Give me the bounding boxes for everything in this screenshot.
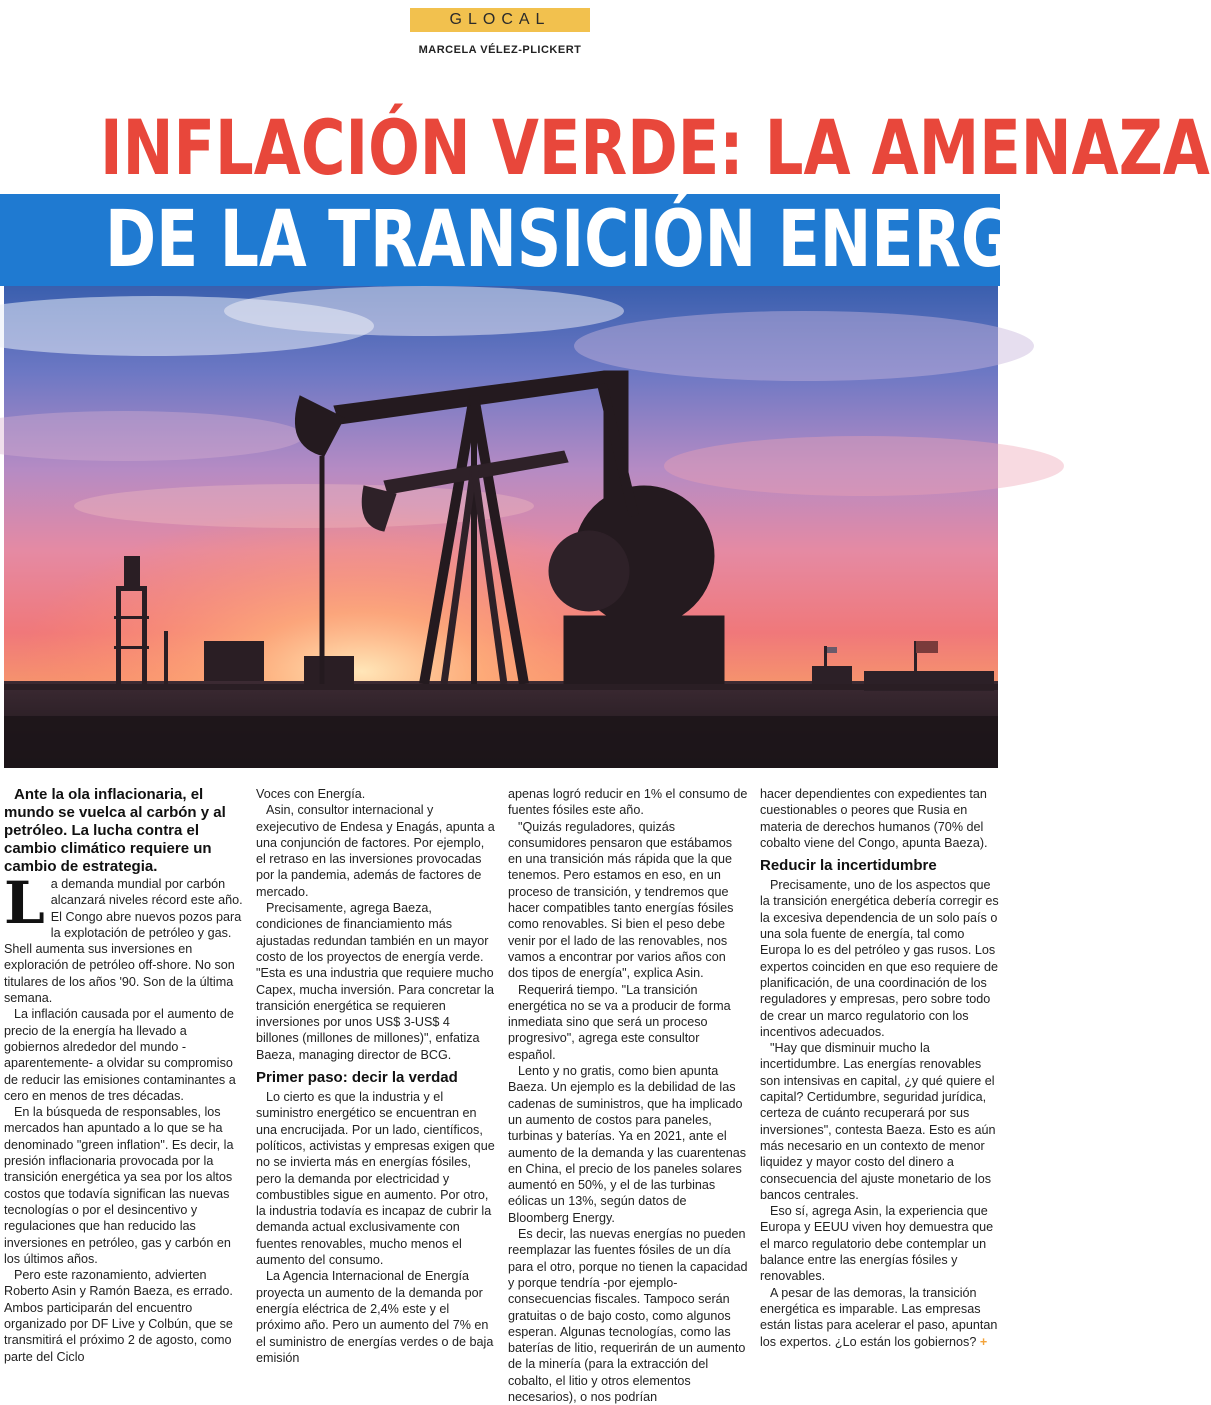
paragraph: "Hay que disminuir mucho la incertidumbre. Las energías renovables son intensivas en capital, ¿y qué quiere el capital? Certidumbre, seguridad jurídica, certeza de cuánto recuperará por sus inversiones", contesta Baeza. Esto es aún más necesario en un contexto de menor liquidez y mayor costo del dinero a consecuencia del ajuste monetario de los bancos centrales. <box>760 1041 996 1202</box>
paragraph: "Quizás reguladores, quizás consumidores pensaron que estábamos en una transición más rápida que la que tenemos. Pero estamos en eso, en un proceso de transición, y tendremos que hacer compatibles tanto energías fósiles como renovables. Si bien el peso debe venir por el lado de las renovables, nos vamos a encontrar por varios años con dos tipos de energía", explica Asin. <box>508 819 734 981</box>
oil-pumpjack-sunset-photo <box>4 286 998 768</box>
paragraph: Eso sí, agrega Asin, la experiencia que Europa y EEUU viven hoy demuestra que el marco regulatorio debe contemplar un balance entre las energías fósiles y renovables. <box>760 1204 994 1284</box>
article-column-1 <box>4 786 244 1365</box>
article-column-4 <box>760 786 1000 1350</box>
section-tag: GLOCAL <box>410 8 590 32</box>
paragraph: Requerirá tiempo. "La transición energética no se va a producir de forma inmediata sino que será un proceso progresivo", agrega este consultor español. <box>508 982 731 1062</box>
paragraph: Precisamente, uno de los aspectos que la transición energética debería corregir es la excesiva dependencia de un solo país o una sola fuente de energía, tal como Europa lo es del petróleo y gas rusos. Los expertos coinciden en que eso requiere de planificación, de una coordinación de los reguladores y empresas, pero sobre todo de crear un marco regulatorio con los incentivos adecuados. <box>760 878 999 1039</box>
paragraph: Lo cierto es que la industria y el suministro energético se encuentran en una encrucijada. Por un lado, científicos, políticos, activistas y empresas exigen que no se invierta más en energías fósiles, pero la demanda por electricidad y combustibles sigue en aumento. Por otro, la industria todavía es incapaz de cubrir la demanda actual exclusivamente con fuentes renovables, mucho menos el aumento del consumo. <box>256 1090 495 1268</box>
paragraph: hacer dependientes con expedientes tan cuestionables o peores que Rusia en materia de derechos humanos (70% del cobalto viene del Congo, apunta Baeza). <box>760 787 988 850</box>
headline-line-1: INFLACIÓN VERDE: LA AMENAZA <box>100 103 1210 192</box>
final-paragraph-text: A pesar de las demoras, la transición energética es imparable. Las empresas están listas para acelerar el paso, apuntan los expertos. ¿Lo están los gobiernos? <box>760 1285 998 1349</box>
paragraph: a demanda mundial por carbón alcanzará niveles récord este año. El Congo abre nuevos pozos para la explotación de petróleo y gas. Shell aumenta sus inversiones en exploración de petróleo off-shore. No son titulares de los años '90. Son de la última semana. <box>4 877 243 1006</box>
headline-line-2: DE LA TRANSICIÓN ENERGÉTICA <box>105 195 1211 285</box>
paragraph: En la búsqueda de responsables, los mercados han apuntado a lo que se ha denominado "green inflation". Es decir, la presión inflacionaria provocada por la transición energética ya sea por los altos costos que todavía significan las nuevas tecnologías o por el desincentivo y regulaciones que han reducido las inversiones en petróleo, gas y carbón en los últimos años. <box>4 1105 234 1266</box>
paragraph: Es decir, las nuevas energías no pueden reemplazar las fuentes fósiles de un día para el otro, porque no tienen la capacidad y porque tendría -por ejemplo- consecuencias fiscales. Tampoco serán gratuitas o de bajo costo, como algunos esperan. Algunas tecnologías, como las baterías de litio, requerirán de un aumento de la minería (para la extracción del cobalto, el litio y otros elementos necesarios), o nos podrían <box>508 1227 748 1404</box>
article-lede: Ante la ola inflacionaria, el mundo se vuelca al carbón y al petróleo. La lucha contra el cambio climático requiere un cambio de estrategia. <box>4 786 226 875</box>
subhead-primer-paso: Primer paso: decir la verdad <box>256 1069 458 1087</box>
paragraph: apenas logró reducir en 1% el consumo de fuentes fósiles este año. <box>508 787 748 818</box>
paragraph: Pero este razonamiento, advierten Roberto Asin y Ramón Baeza, es errado. Ambos participarán del encuentro organizado por DF Live y Colbún, que se transmitirá el próximo 2 de agosto, como parte del Ciclo <box>4 1268 233 1364</box>
end-mark-icon: + <box>979 1334 988 1349</box>
paragraph: La inflación causada por el aumento de precio de la energía ha llevado a gobiernos alrededor del mundo -aparentemente- a olvidar su compromiso de reducir las emisiones contaminantes a cero en menos de tres décadas. <box>4 1007 236 1103</box>
paragraph: Asin, consultor internacional y exejecutivo de Endesa y Enagás, apunta a una conjunción de factores. Por ejemplo, el retraso en las inversiones provocadas por la pandemia, además de factores de mercado. <box>256 803 495 899</box>
final-paragraph <box>760 1285 1000 1350</box>
dropcap-paragraph <box>4 869 244 1006</box>
article-column-2 <box>256 786 496 1366</box>
paragraph: La Agencia Internacional de Energía proyecta un aumento de la demanda por energía eléctrica de 2,4% este y el próximo año. Pero un aumento del 7% en el suministro de energías verdes o de baja emisión <box>256 1269 494 1365</box>
paragraph: Lento y no gratis, como bien apunta Baeza. Un ejemplo es la debilidad de las cadenas de suministros, que ha implicado un aumento de costos para paneles, turbinas y baterías. Ya en 2021, ante el aumento de la demanda y las cuarentenas en China, el precio de los paneles solares aumentó en 50%, y el de las turbinas eólicas un 13%, según datos de Bloomberg Energy. <box>508 1064 747 1225</box>
paragraph: Precisamente, agrega Baeza, condiciones de financiamiento más ajustadas redundan también en un mayor costo de los proyectos de energía verde. "Esta es una industria que requiere mucho Capex, mucha inversión. Para concretar la transición energética se requieren inversiones por unos US$ 3-US$ 4 billones (millones de millones)", enfatiza Baeza, managing director de BCG. <box>256 901 494 1062</box>
paragraph: Voces con Energía. <box>256 787 366 801</box>
byline: MARCELA VÉLEZ-PLICKERT <box>418 44 582 56</box>
article-column-3 <box>508 786 748 1405</box>
dropcap-letter: L <box>4 869 45 937</box>
subhead-reducir-incertidumbre: Reducir la incertidumbre <box>760 857 937 875</box>
